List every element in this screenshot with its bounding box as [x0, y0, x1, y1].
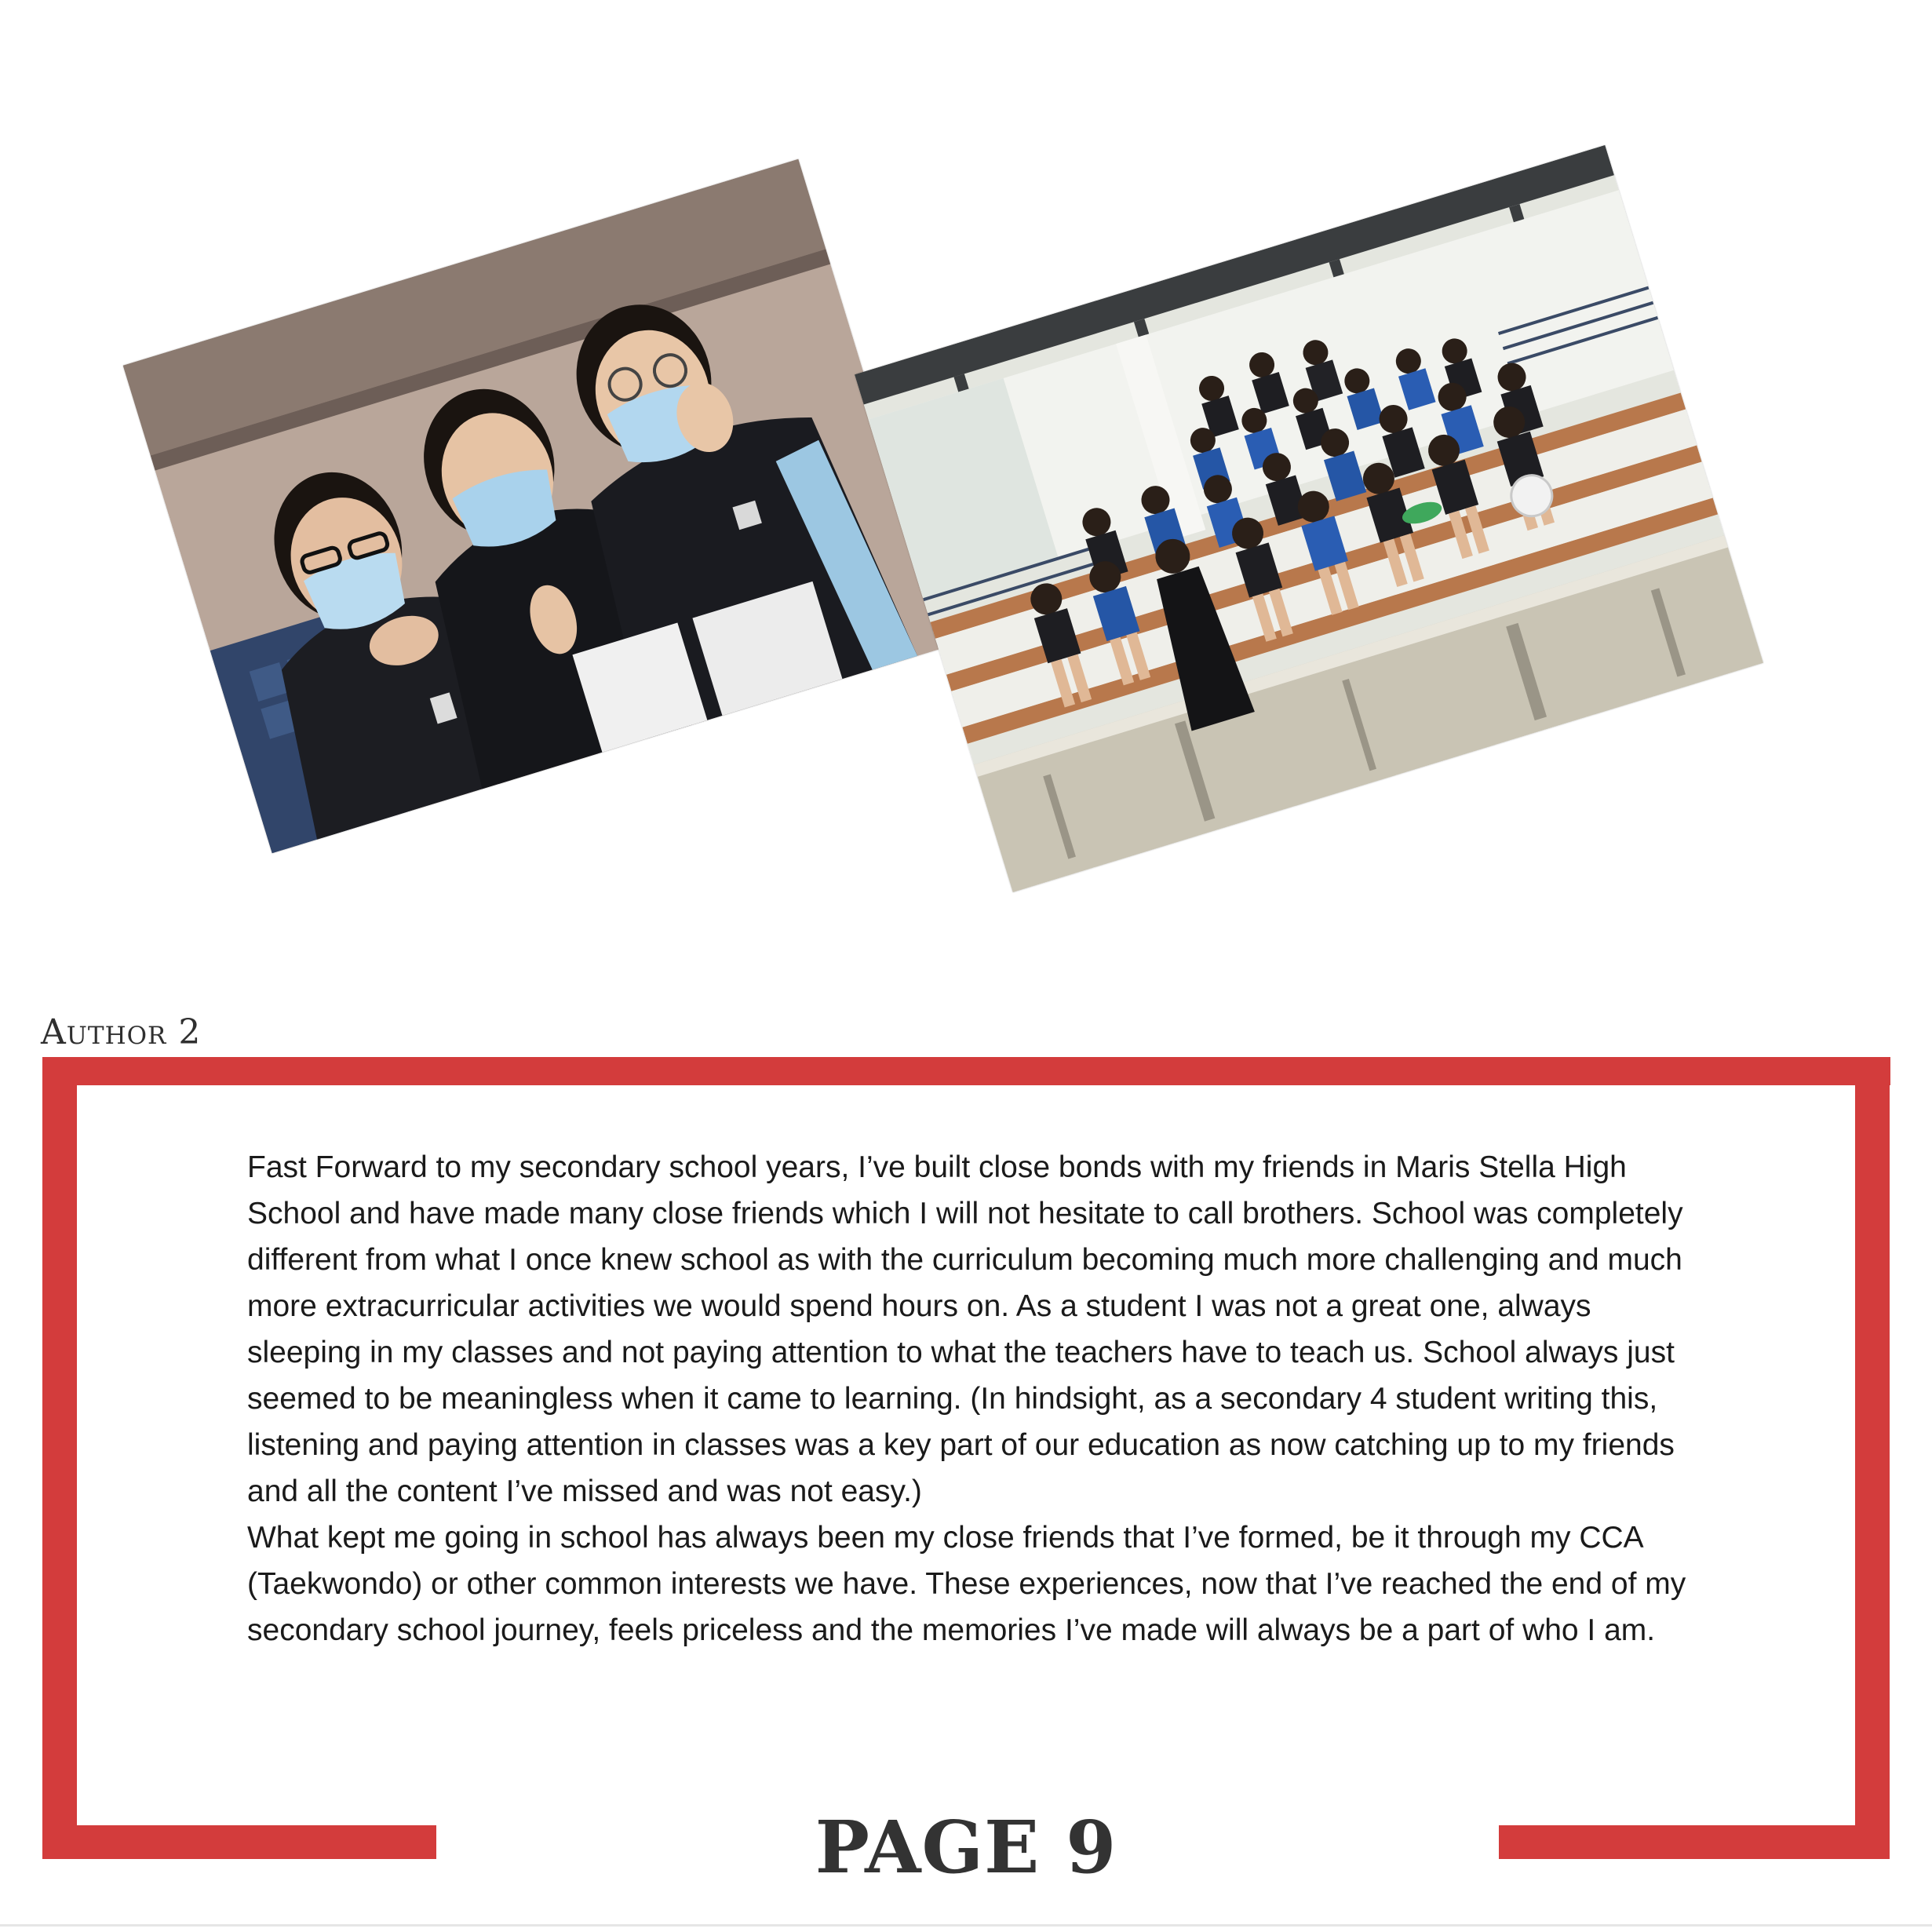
- story-paragraph: Fast Forward to my secondary school years, I’ve built close bonds with my friends in Maris Stella High School and have made many close friends which I will not hesitate to call brothers. School was completely different from what I once knew school as with the curriculum becoming much more challenging and much more extracurricular activities we would spend hours on. As a student I was not a great one, always sleeping in my classes and not paying attention to what the teachers have to teach us. School always just seemed to be meaningless when it came to learning. (In hindsight, as a secondary 4 student writing this, listening and paying attention in classes was a key part of our education as now catching up to my friends and all the content I’ve missed and was not easy.): [247, 1150, 1683, 1508]
- author-label: Author 2: [41, 1012, 202, 1052]
- bottom-divider: [0, 1924, 1932, 1927]
- friends-photo-illustration: [123, 159, 948, 854]
- frame-top-bar: [42, 1057, 1890, 1085]
- group-photo-illustration: [855, 145, 1763, 892]
- page-number: PAGE 9: [815, 1805, 1117, 1890]
- frame-right-bar: [1855, 1057, 1890, 1859]
- story-text: [247, 1144, 1707, 1653]
- story-paragraph: What kept me going in school has always been my close friends that I’ve formed, be it through my CCA (Taekwondo) or other common interests we have. These experiences, now that I’ve reached the end of my secondary school journey, feels priceless and the memories I’ve made will always be a part of who I am.: [247, 1521, 1686, 1647]
- frame-left-bar: [42, 1057, 77, 1859]
- photo-friends-selfie: [123, 159, 948, 854]
- photo-class-group: [855, 145, 1763, 892]
